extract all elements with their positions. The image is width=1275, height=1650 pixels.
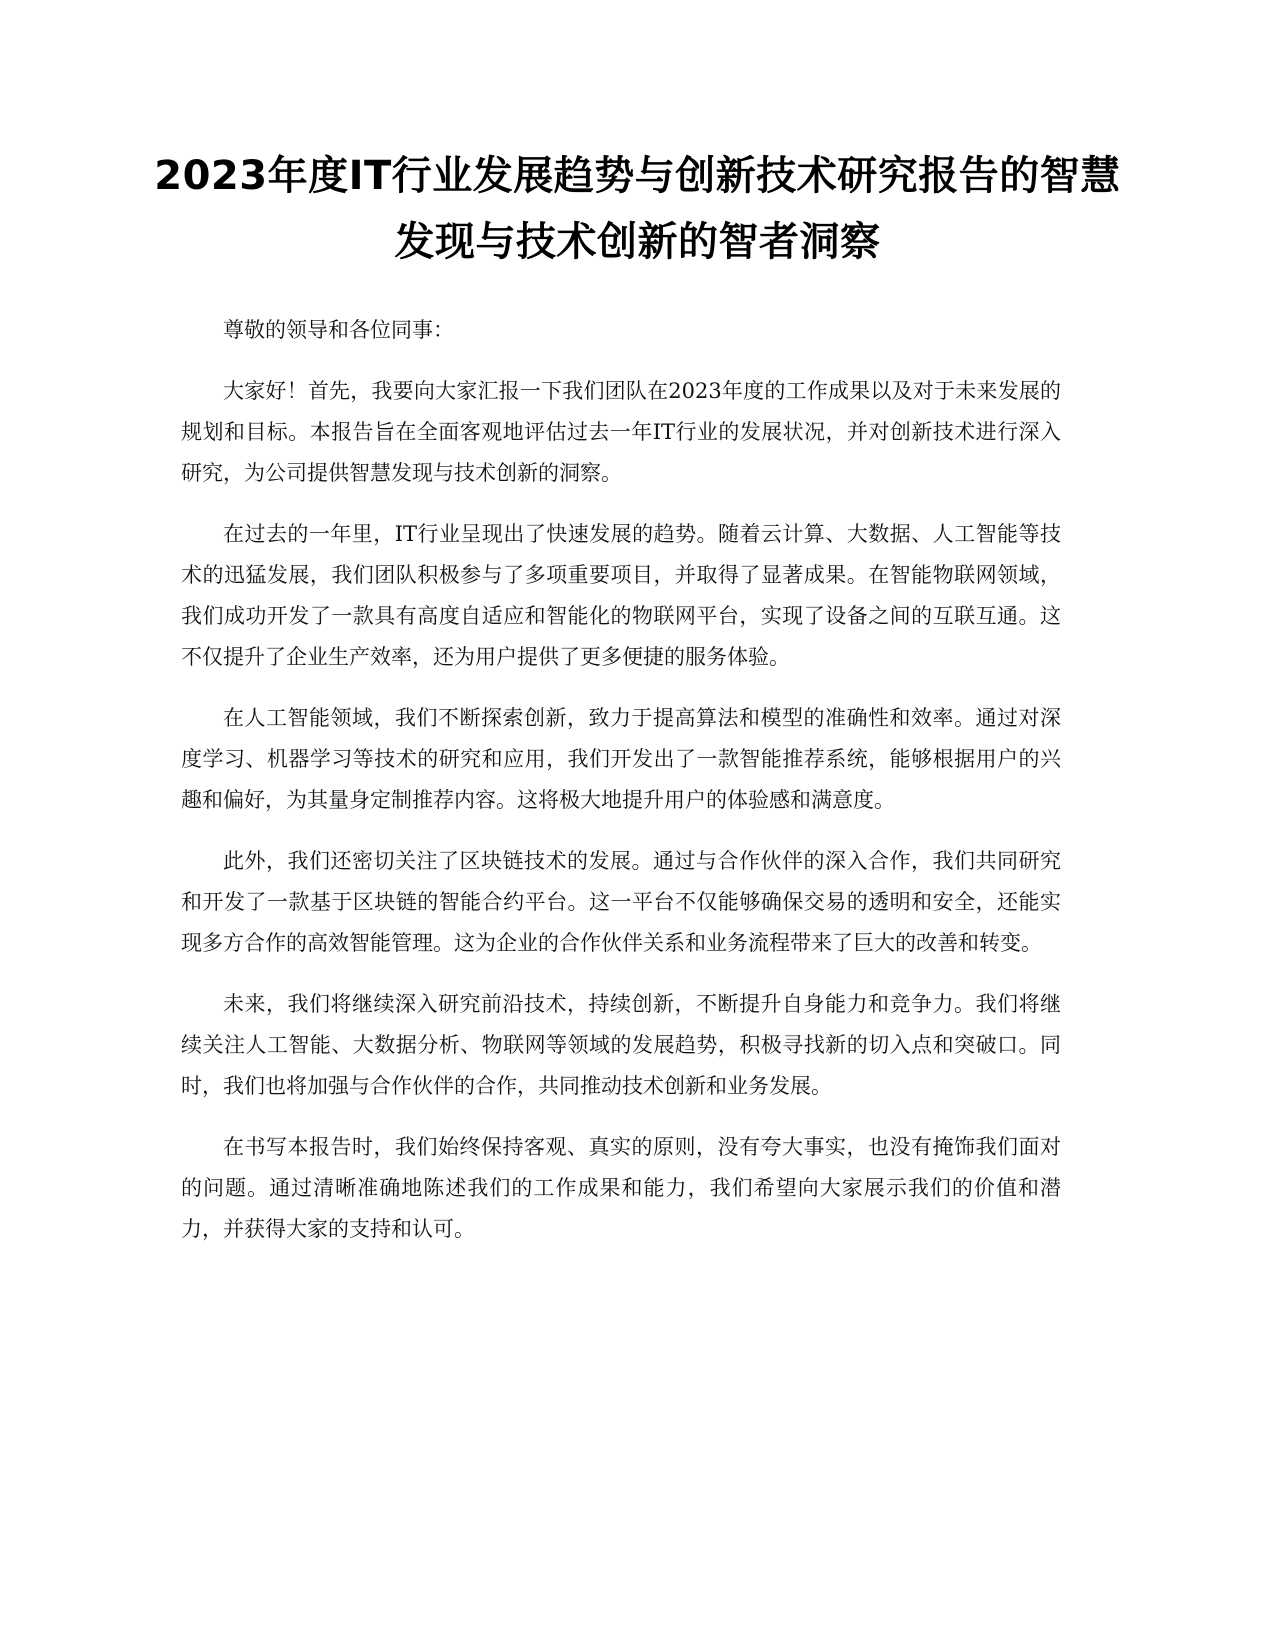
body-paragraph: 未来，我们将继续深入研究前沿技术，持续创新，不断提升自身能力和竞争力。我们将继续关注人工智能、大数据分析、物联网等领域的发展趋势，积极寻找新的切入点和突破口。同时，我们也将加强与合作伙伴的合作，共同推动技术创新和业务发展。: [181, 992, 1061, 1098]
body-paragraph: 大家好！首先，我要向大家汇报一下我们团队在2023年度的工作成果以及对于未来发展的规划和目标。本报告旨在全面客观地评估过去一年IT行业的发展状况，并对创新技术进行深入研究，为公司提供智慧发现与技术创新的洞察。: [181, 379, 1061, 485]
body-paragraph: 在过去的一年里，IT行业呈现出了快速发展的趋势。随着云计算、大数据、人工智能等技术的迅猛发展，我们团队积极参与了多项重要项目，并取得了显著成果。在智能物联网领域，我们成功开发了一款具有高度自适应和智能化的物联网平台，实现了设备之间的互联互通。这不仅提升了企业生产效率，还为用户提供了更多便捷的服务体验。: [181, 522, 1061, 669]
document-body: [181, 310, 1061, 1270]
body-paragraph: 此外，我们还密切关注了区块链技术的发展。通过与合作伙伴的深入合作，我们共同研究和开发了一款基于区块链的智能合约平台。这一平台不仅能够确保交易的透明和安全，还能实现多方合作的高效智能管理。这为企业的合作伙伴关系和业务流程带来了巨大的改善和转变。: [181, 849, 1061, 955]
body-paragraph: 在人工智能领域，我们不断探索创新，致力于提高算法和模型的准确性和效率。通过对深度学习、机器学习等技术的研究和应用，我们开发出了一款智能推荐系统，能够根据用户的兴趣和偏好，为其量身定制推荐内容。这将极大地提升用户的体验感和满意度。: [181, 706, 1061, 812]
body-paragraph: 在书写本报告时，我们始终保持客观、真实的原则，没有夸大事实，也没有掩饰我们面对的问题。通过清晰准确地陈述我们的工作成果和能力，我们希望向大家展示我们的价值和潜力，并获得大家的支持和认可。: [181, 1135, 1061, 1241]
document-title: 2023年度IT行业发展趋势与创新技术研究报告的智慧发现与技术创新的智者洞察: [154, 153, 1121, 265]
salutation: 尊敬的领导和各位同事：: [223, 318, 454, 342]
